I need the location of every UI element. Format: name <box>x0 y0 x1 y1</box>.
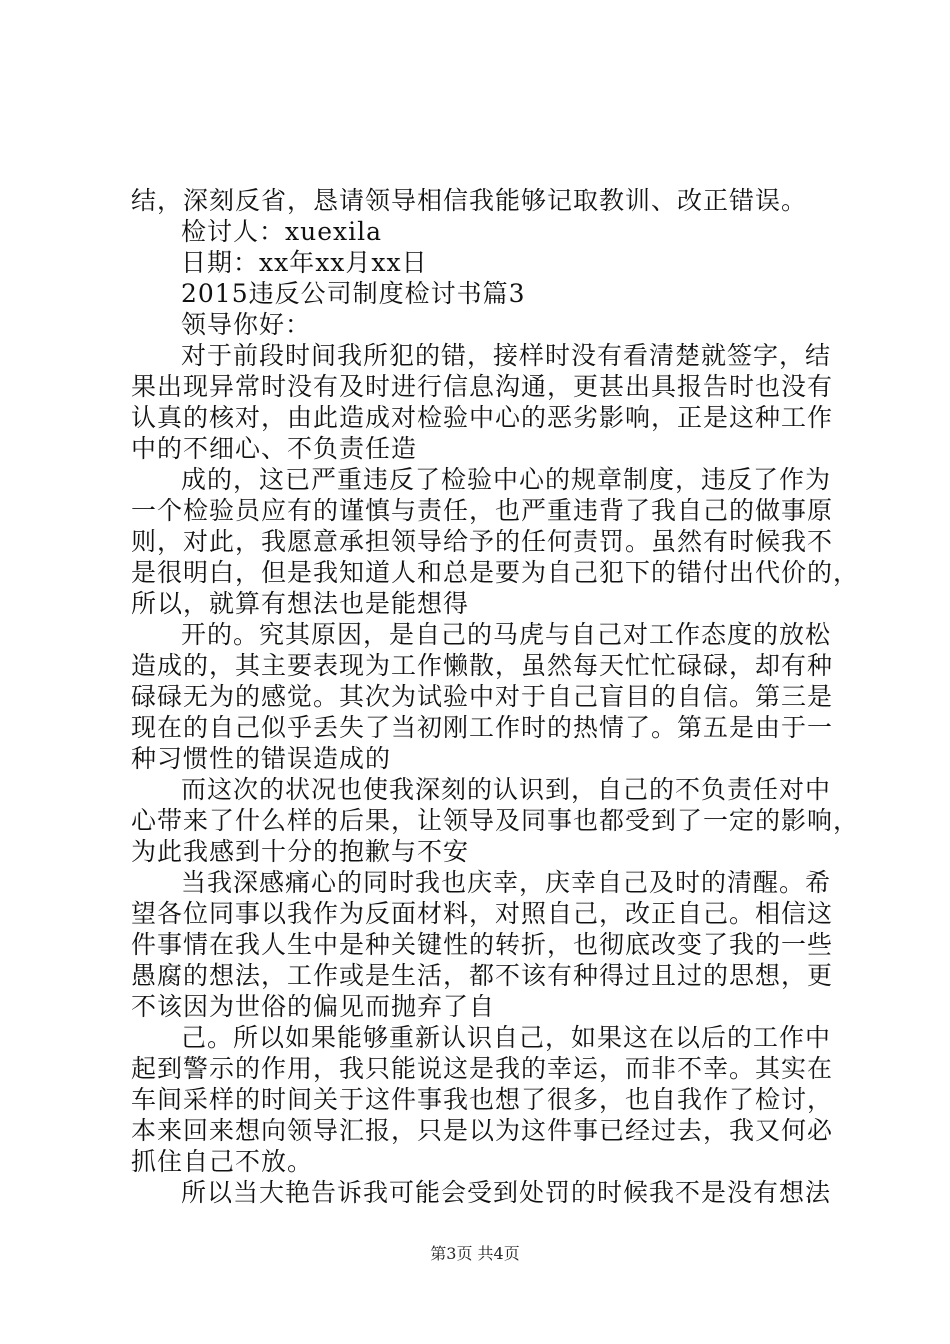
paragraph-line: 中的不细心、不负责任造 <box>131 434 418 463</box>
signature-line: 检讨人：xuexila <box>181 217 382 246</box>
section-heading: 2015违反公司制度检讨书篇3 <box>181 279 526 308</box>
paragraph-line: 而这次的状况也使我深刻的认识到，自己的不负责任对中 <box>181 775 832 804</box>
paragraph-line: 为此我感到十分的抱歉与不安 <box>131 837 470 866</box>
paragraph-line: 件事情在我人生中是种关键性的转折，也彻底改变了我的一些 <box>131 930 834 959</box>
paragraph-line: 成的，这已严重违反了检验中心的规章制度，违反了作为 <box>181 465 832 494</box>
paragraph-line: 心带来了什么样的后果，让领导及同事也都受到了一定的影响， <box>131 806 860 835</box>
paragraph-line: 则，对此，我愿意承担领导给予的任何责罚。虽然有时候我不 <box>131 527 834 556</box>
paragraph-line: 果出现异常时没有及时进行信息沟通，更甚出具报告时也没有 <box>131 372 834 401</box>
paragraph-line: 所以当大艳告诉我可能会受到处罚的时候我不是没有想法 <box>181 1178 832 1207</box>
paragraph-line: 一个检验员应有的谨慎与责任，也严重违背了我自己的做事原 <box>131 496 834 525</box>
paragraph-line: 本来回来想向领导汇报，只是以为这件事已经过去，我又何必 <box>131 1116 834 1145</box>
paragraph-line: 车间采样的时间关于这件事我也想了很多，也自我作了检讨， <box>131 1085 834 1114</box>
salutation: 领导你好： <box>181 310 312 339</box>
paragraph-line: 开的。究其原因，是自己的马虎与自己对工作态度的放松 <box>181 620 832 649</box>
paragraph-line: 认真的核对，由此造成对检验中心的恶劣影响，正是这种工作 <box>131 403 834 432</box>
paragraph-line: 起到警示的作用，我只能说这是我的幸运，而非不幸。其实在 <box>131 1054 834 1083</box>
paragraph-line: 现在的自己似乎丢失了当初刚工作时的热情了。第五是由于一 <box>131 713 834 742</box>
paragraph-line: 己。所以如果能够重新认识自己，如果这在以后的工作中 <box>181 1023 832 1052</box>
page-footer: 第3页 共4页 <box>430 1244 520 1263</box>
paragraph-line: 对于前段时间我所犯的错，接样时没有看清楚就签字，结 <box>181 341 832 370</box>
text-line: 结，深刻反省，恳请领导相信我能够记取教训、改正错误。 <box>131 186 808 215</box>
paragraph-line: 望各位同事以我作为反面材料，对照自己，改正自己。相信这 <box>131 899 834 928</box>
paragraph-line: 愚腐的想法，工作或是生活，都不该有种得过且过的思想，更 <box>131 961 834 990</box>
paragraph-line: 碌碌无为的感觉。其次为试验中对于自己盲目的自信。第三是 <box>131 682 834 711</box>
date-line: 日期：xx年xx月xx日 <box>181 248 428 277</box>
paragraph-line: 不该因为世俗的偏见而抛弃了自 <box>131 992 496 1021</box>
paragraph-line: 当我深感痛心的同时我也庆幸，庆幸自己及时的清醒。希 <box>181 868 832 897</box>
paragraph-line: 是很明白，但是我知道人和总是要为自己犯下的错付出代价的， <box>131 558 860 587</box>
paragraph-line: 造成的，其主要表现为工作懒散，虽然每天忙忙碌碌，却有种 <box>131 651 834 680</box>
paragraph-line: 所以，就算有想法也是能想得 <box>131 589 470 618</box>
paragraph-line: 抓住自己不放。 <box>131 1147 314 1176</box>
paragraph-line: 种习惯性的错误造成的 <box>131 744 392 773</box>
